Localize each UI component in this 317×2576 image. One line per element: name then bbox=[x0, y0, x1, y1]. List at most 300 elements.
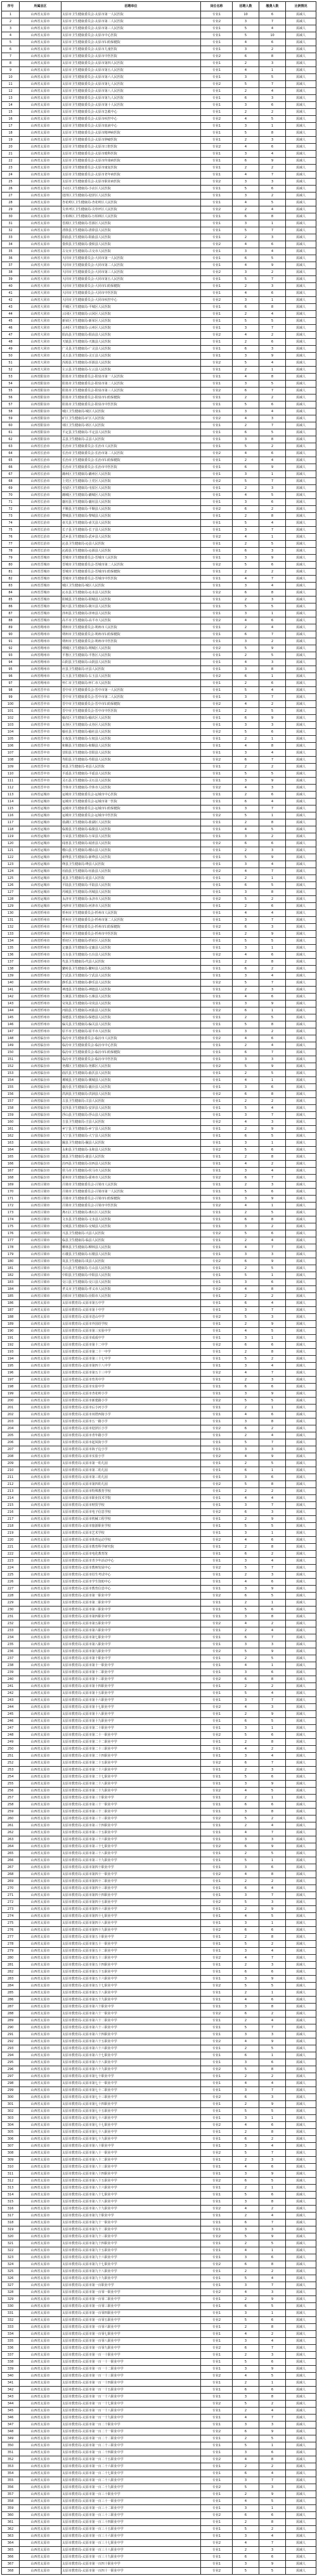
table-cell: 5 bbox=[233, 2108, 259, 2115]
table-row bbox=[2, 1809, 316, 1815]
table-cell: 4 bbox=[233, 994, 259, 1001]
table-cell: 6 bbox=[259, 2254, 286, 2261]
table-cell: 需减人 bbox=[286, 471, 316, 478]
table-cell: 需减人 bbox=[286, 1460, 316, 1467]
table-row bbox=[2, 645, 316, 652]
table-cell: 平陆县卫生健康局-平陆县人民医院 bbox=[61, 882, 201, 889]
table-cell: 2 bbox=[259, 1620, 286, 1627]
table-cell: 山西省临汾市 bbox=[20, 1154, 61, 1161]
table-cell: 山西省太原市 bbox=[20, 1822, 61, 1829]
table-row bbox=[2, 527, 316, 534]
table-cell: 需减人 bbox=[286, 199, 316, 206]
table-cell: 山西省太原市 bbox=[20, 1467, 61, 1474]
table-cell: 山西省吕梁市 bbox=[20, 1230, 61, 1237]
table-cell: 专业1 bbox=[201, 1822, 233, 1829]
table-cell: 需减人 bbox=[286, 1216, 316, 1223]
table-cell: 专业1 bbox=[201, 2533, 233, 2540]
table-cell: 176 bbox=[2, 1230, 20, 1237]
table-cell: 2 bbox=[259, 46, 286, 53]
table-cell: 山西省太原市 bbox=[20, 2073, 61, 2080]
table-row bbox=[2, 778, 316, 785]
table-cell: 9 bbox=[259, 715, 286, 722]
table-cell: 6 bbox=[259, 2164, 286, 2171]
table-cell: 需减人 bbox=[286, 1976, 316, 1983]
table-cell: 专业1 bbox=[201, 715, 233, 722]
table-cell: 65 bbox=[2, 457, 20, 464]
table-cell: 朔州市卫生健康委员会-朔州市中医医院 bbox=[61, 638, 201, 645]
table-cell: 专业2 bbox=[201, 81, 233, 88]
table-cell: 5 bbox=[259, 603, 286, 610]
table-cell: 需减人 bbox=[286, 1230, 316, 1237]
table-cell: 需减人 bbox=[286, 2366, 316, 2373]
table-cell: 曲沃县卫生健康局-曲沃县人民医院 bbox=[61, 1070, 201, 1077]
table-cell: 173 bbox=[2, 1209, 20, 1216]
table-cell: 需减人 bbox=[286, 1286, 316, 1293]
table-cell: 248 bbox=[2, 1732, 20, 1739]
table-cell: 55 bbox=[2, 388, 20, 395]
table-cell: 太原市卫生健康委员会-太原市第一人民医院 bbox=[61, 11, 201, 18]
table-cell: 2 bbox=[233, 875, 259, 882]
table-cell: 专业1 bbox=[201, 666, 233, 673]
table-cell: 太原市教育局-太原市第四十三职业中学 bbox=[61, 1885, 201, 1892]
table-cell: 3 bbox=[233, 583, 259, 590]
table-cell: 267 bbox=[2, 1864, 20, 1871]
table-cell: 山西省太原市 bbox=[20, 1878, 61, 1885]
table-cell: 195 bbox=[2, 1363, 20, 1370]
table-cell: 5 bbox=[233, 1439, 259, 1446]
table-row bbox=[2, 109, 316, 116]
table-cell: 垣曲县卫生健康局-垣曲县人民医院 bbox=[61, 868, 201, 875]
table-cell: 专业1 bbox=[201, 1223, 233, 1230]
table-row bbox=[2, 1509, 316, 1516]
table-cell: 专业1 bbox=[201, 436, 233, 443]
table-cell: 山西省太原市 bbox=[20, 2017, 61, 2024]
table-cell: 5 bbox=[233, 603, 259, 610]
table-cell: 偏关县卫生健康局-偏关县人民医院 bbox=[61, 1021, 201, 1028]
table-cell: 2 bbox=[233, 1600, 259, 1607]
table-cell: 需减人 bbox=[286, 1014, 316, 1021]
table-cell: 8 bbox=[259, 1934, 286, 1941]
table-cell: 4 bbox=[259, 2408, 286, 2415]
table-row bbox=[2, 2275, 316, 2282]
table-cell: 专业1 bbox=[201, 1279, 233, 1286]
table-cell: 太原市卫生健康委员会-太原市第六人民医院 bbox=[61, 74, 201, 81]
table-cell: 需减人 bbox=[286, 346, 316, 353]
table-cell: 7 bbox=[259, 980, 286, 987]
table-cell: 5 bbox=[259, 1718, 286, 1725]
table-cell: 5 bbox=[259, 318, 286, 325]
table-cell: 6 bbox=[233, 2345, 259, 2352]
table-cell: 需减人 bbox=[286, 1607, 316, 1613]
table-cell: 需减人 bbox=[286, 617, 316, 624]
table-cell: 山西省太原市 bbox=[20, 2129, 61, 2136]
table-cell: 专业1 bbox=[201, 1753, 233, 1760]
table-cell: 太原市教育局-太原市第一百零五职业中学 bbox=[61, 2317, 201, 2324]
table-cell: 需减人 bbox=[286, 2317, 316, 2324]
table-cell: 专业1 bbox=[201, 1098, 233, 1105]
table-cell: 山西省晋中市 bbox=[20, 687, 61, 694]
table-cell: 山西省太原市 bbox=[20, 1892, 61, 1899]
table-cell: 310 bbox=[2, 2164, 20, 2171]
table-cell: 山西省太原市 bbox=[20, 1969, 61, 1976]
table-cell: 小店区卫生健康局-小店区人民医院 bbox=[61, 186, 201, 193]
table-cell: 专业1 bbox=[201, 1391, 233, 1398]
table-cell: 8 bbox=[259, 666, 286, 673]
table-cell: 山西省太原市 bbox=[20, 2052, 61, 2059]
table-row bbox=[2, 2087, 316, 2094]
table-cell: 5 bbox=[259, 1788, 286, 1795]
table-row bbox=[2, 757, 316, 764]
table-cell: 4 bbox=[233, 2164, 259, 2171]
table-cell: 355 bbox=[2, 2477, 20, 2484]
table-cell: 6 bbox=[233, 2094, 259, 2101]
table-cell: 59 bbox=[2, 415, 20, 422]
table-cell: 专业2 bbox=[201, 2261, 233, 2268]
table-cell: 柳林县卫生健康局-柳林县人民医院 bbox=[61, 1244, 201, 1251]
table-cell: 专业2 bbox=[201, 360, 233, 367]
table-cell: 山西省太原市 bbox=[20, 1669, 61, 1676]
table-cell: 130 bbox=[2, 910, 20, 917]
table-cell: 山西省吕梁市 bbox=[20, 1272, 61, 1279]
table-cell: 离石区卫生健康局-离石区人民医院 bbox=[61, 1209, 201, 1216]
table-row bbox=[2, 464, 316, 471]
table-cell: 专业1 bbox=[201, 1544, 233, 1551]
table-cell: 需减人 bbox=[286, 220, 316, 227]
table-cell: 225 bbox=[2, 1572, 20, 1579]
table-cell: 8 bbox=[259, 1418, 286, 1425]
table-cell: 需减人 bbox=[286, 1056, 316, 1063]
header-cell: 招聘人数 bbox=[233, 2, 259, 11]
table-cell: 87 bbox=[2, 610, 20, 617]
table-cell: 237 bbox=[2, 1655, 20, 1662]
table-cell: 专业1 bbox=[201, 1809, 233, 1815]
table-cell: 山西省晋中市 bbox=[20, 722, 61, 729]
table-cell: 6 bbox=[233, 924, 259, 931]
table-cell: 需减人 bbox=[286, 1342, 316, 1349]
table-row bbox=[2, 652, 316, 659]
table-cell: 山西省太原市 bbox=[20, 2059, 61, 2066]
table-cell: 7 bbox=[259, 757, 286, 764]
table-cell: 5 bbox=[233, 25, 259, 32]
table-cell: 4 bbox=[233, 2080, 259, 2087]
table-cell: 太原市教育局-太原市第四十四职业中学 bbox=[61, 1892, 201, 1899]
table-row bbox=[2, 854, 316, 861]
table-cell: 8 bbox=[259, 304, 286, 311]
table-cell: 4 bbox=[233, 1203, 259, 1209]
table-cell: 山西省忻州市 bbox=[20, 1014, 61, 1021]
table-cell: 需减人 bbox=[286, 1544, 316, 1551]
table-row bbox=[2, 381, 316, 388]
table-cell: 需减人 bbox=[286, 2213, 316, 2219]
table-cell: 5 bbox=[259, 2240, 286, 2247]
table-cell: 专业1 bbox=[201, 193, 233, 199]
table-cell: 121 bbox=[2, 847, 20, 854]
table-row bbox=[2, 1732, 316, 1739]
table-cell: 山西省晋中市 bbox=[20, 764, 61, 771]
table-row bbox=[2, 506, 316, 513]
table-cell: 需减人 bbox=[286, 882, 316, 889]
table-cell: 太原市教育局-太原市第五十四职业中学 bbox=[61, 1962, 201, 1969]
table-cell: 太原市教育局-太原市第八十二职业中学 bbox=[61, 2157, 201, 2164]
table-cell: 古交市卫生健康局-古交市人民医院 bbox=[61, 248, 201, 255]
table-cell: 6 bbox=[259, 1537, 286, 1544]
table-cell: 山西省太原市 bbox=[20, 1481, 61, 1488]
table-row bbox=[2, 2011, 316, 2017]
table-row bbox=[2, 701, 316, 708]
table-cell: 9 bbox=[259, 2561, 286, 2568]
table-cell: 4 bbox=[233, 2498, 259, 2505]
table-cell: 山西省太原市 bbox=[20, 53, 61, 60]
table-cell: 山西省阳泉市 bbox=[20, 381, 61, 388]
table-cell: 368 bbox=[2, 2568, 20, 2575]
table-cell: 太原市卫生健康委员会-太原市第二人民医院 bbox=[61, 18, 201, 25]
table-row bbox=[2, 743, 316, 750]
table-row bbox=[2, 165, 316, 172]
table-cell: 专业1 bbox=[201, 2080, 233, 2087]
table-row bbox=[2, 1370, 316, 1377]
table-cell: 186 bbox=[2, 1300, 20, 1307]
table-cell: 太原市卫生健康委员会-太原市第八人民医院 bbox=[61, 88, 201, 95]
table-row bbox=[2, 792, 316, 799]
table-row bbox=[2, 67, 316, 74]
table-row bbox=[2, 583, 316, 590]
table-cell: 需减人 bbox=[286, 1384, 316, 1391]
table-cell: 3 bbox=[233, 74, 259, 81]
table-cell: 平鲁区卫生健康局-平鲁区人民医院 bbox=[61, 652, 201, 659]
table-cell: 山阴县卫生健康局-山阴县人民医院 bbox=[61, 659, 201, 666]
table-cell: 山西省太原市 bbox=[20, 2296, 61, 2303]
table-cell: 2 bbox=[259, 1878, 286, 1885]
table-row bbox=[2, 241, 316, 248]
table-cell: 311 bbox=[2, 2171, 20, 2178]
table-cell: 太原市教育局-太原市第十六职业中学 bbox=[61, 1697, 201, 1704]
table-row bbox=[2, 1537, 316, 1544]
table-cell: 专业2 bbox=[201, 18, 233, 25]
table-cell: 5 bbox=[233, 32, 259, 39]
table-cell: 需减人 bbox=[286, 186, 316, 193]
table-cell: 3 bbox=[259, 1119, 286, 1126]
table-cell: 2 bbox=[259, 1425, 286, 1432]
table-cell: 239 bbox=[2, 1669, 20, 1676]
table-cell: 1 bbox=[259, 875, 286, 882]
table-cell: 9 bbox=[259, 1063, 286, 1070]
header-cell: 比例情况 bbox=[286, 2, 316, 11]
table-cell: 5 bbox=[233, 401, 259, 408]
table-cell: 专业2 bbox=[201, 952, 233, 959]
table-row bbox=[2, 1377, 316, 1384]
table-cell: 234 bbox=[2, 1634, 20, 1641]
table-row bbox=[2, 562, 316, 569]
table-cell: 230 bbox=[2, 1607, 20, 1613]
table-cell: 3 bbox=[2, 25, 20, 32]
table-cell: 需减人 bbox=[286, 2066, 316, 2073]
table-cell: 晋中市卫生健康委员会-晋中市第一人民医院 bbox=[61, 687, 201, 694]
table-cell: 山西省长治市 bbox=[20, 457, 61, 464]
table-row bbox=[2, 1432, 316, 1439]
table-cell: 专业2 bbox=[201, 1676, 233, 1683]
table-cell: 2 bbox=[259, 2206, 286, 2213]
table-cell: 阳城县卫生健康局-阳城县人民医院 bbox=[61, 597, 201, 603]
table-cell: 运城市卫生健康委员会-运城市第一医院 bbox=[61, 799, 201, 805]
table-cell: 需减人 bbox=[286, 1251, 316, 1258]
table-row bbox=[2, 2115, 316, 2122]
table-cell: 专业1 bbox=[201, 2017, 233, 2024]
table-cell: 3 bbox=[233, 555, 259, 562]
table-cell: 需减人 bbox=[286, 2554, 316, 2561]
table-row bbox=[2, 1690, 316, 1697]
table-cell: 185 bbox=[2, 1293, 20, 1300]
table-cell: 2 bbox=[259, 1028, 286, 1035]
table-cell: 需减人 bbox=[286, 631, 316, 638]
table-cell: 148 bbox=[2, 1035, 20, 1042]
table-cell: 需减人 bbox=[286, 2401, 316, 2408]
table-cell: 40 bbox=[2, 283, 20, 290]
table-cell: 山西省忻州市 bbox=[20, 924, 61, 931]
table-cell: 188 bbox=[2, 1314, 20, 1321]
table-cell: 9 bbox=[259, 353, 286, 360]
table-cell: 2 bbox=[259, 109, 286, 116]
table-cell: 山西省太原市 bbox=[20, 1572, 61, 1579]
table-cell: 193 bbox=[2, 1349, 20, 1356]
table-cell: 1 bbox=[259, 1007, 286, 1014]
table-cell: 74 bbox=[2, 520, 20, 527]
table-cell: 220 bbox=[2, 1537, 20, 1544]
table-cell: 3 bbox=[259, 1314, 286, 1321]
table-cell: 需减人 bbox=[286, 1593, 316, 1600]
table-cell: 专业2 bbox=[201, 673, 233, 680]
header-cell: 缴费人数 bbox=[259, 2, 286, 11]
table-cell: 4 bbox=[233, 576, 259, 583]
table-cell: 9 bbox=[259, 2101, 286, 2108]
table-cell: 9 bbox=[259, 1126, 286, 1133]
table-cell: 专业1 bbox=[201, 1885, 233, 1892]
table-cell: 需减人 bbox=[286, 541, 316, 548]
table-row bbox=[2, 576, 316, 583]
table-cell: 山西省太原市 bbox=[20, 2031, 61, 2038]
table-cell: 需减人 bbox=[286, 2011, 316, 2017]
table-cell: 专业1 bbox=[201, 1321, 233, 1328]
table-cell: 山西省太原市 bbox=[20, 2038, 61, 2045]
table-cell: 山西省忻州市 bbox=[20, 1028, 61, 1035]
table-cell: 专业1 bbox=[201, 1516, 233, 1523]
table-cell: 3 bbox=[259, 1446, 286, 1453]
table-cell: 需减人 bbox=[286, 1739, 316, 1746]
table-cell: 山西省太原市 bbox=[20, 2408, 61, 2415]
table-cell: 2 bbox=[233, 2324, 259, 2331]
table-cell: 需减人 bbox=[286, 2024, 316, 2031]
table-cell: 6 bbox=[259, 401, 286, 408]
table-cell: 325 bbox=[2, 2268, 20, 2275]
table-cell: 5 bbox=[233, 186, 259, 193]
table-cell: 需减人 bbox=[286, 1523, 316, 1530]
table-cell: 需减人 bbox=[286, 290, 316, 297]
table-cell: 需减人 bbox=[286, 1119, 316, 1126]
table-cell: 专业1 bbox=[201, 2004, 233, 2011]
table-cell: 7 bbox=[259, 227, 286, 234]
table-row bbox=[2, 2289, 316, 2296]
table-cell: 2 bbox=[233, 422, 259, 429]
table-cell: 山西省太原市 bbox=[20, 1321, 61, 1328]
table-cell: 忻府区卫生健康局-忻府区人民医院 bbox=[61, 938, 201, 945]
table-cell: 潞州区卫生健康局-潞州区人民医院 bbox=[61, 471, 201, 478]
table-cell: 2 bbox=[233, 1349, 259, 1356]
table-cell: 大同市卫生健康委员会-大同市中医医院 bbox=[61, 290, 201, 297]
table-cell: 乡宁县卫生健康局-乡宁县人民医院 bbox=[61, 1126, 201, 1133]
table-cell: 需减人 bbox=[286, 137, 316, 144]
table-cell: 交城县卫生健康局-交城县人民医院 bbox=[61, 1223, 201, 1230]
table-cell: 专业1 bbox=[201, 2310, 233, 2317]
table-cell: 3 bbox=[259, 60, 286, 67]
table-cell: 山西省长治市 bbox=[20, 527, 61, 534]
table-cell: 8 bbox=[259, 1613, 286, 1620]
table-cell: 7 bbox=[259, 1502, 286, 1509]
table-cell: 太原市教育局-太原市第八职业中学 bbox=[61, 1641, 201, 1648]
table-cell: 需减人 bbox=[286, 1537, 316, 1544]
table-cell: 山西省太原市 bbox=[20, 1488, 61, 1495]
table-row bbox=[2, 1342, 316, 1349]
table-cell: 362 bbox=[2, 2526, 20, 2533]
table-cell: 需减人 bbox=[286, 1084, 316, 1091]
table-cell: 3 bbox=[233, 1140, 259, 1147]
table-cell: 需减人 bbox=[286, 708, 316, 715]
table-cell: 专业1 bbox=[201, 2498, 233, 2505]
table-cell: 运城市卫生健康委员会-运城市中医医院 bbox=[61, 812, 201, 819]
table-cell: 山西省晋中市 bbox=[20, 757, 61, 764]
table-cell: 7 bbox=[259, 1634, 286, 1641]
table-cell: 专业1 bbox=[201, 610, 233, 617]
table-cell: 专业2 bbox=[201, 2122, 233, 2129]
table-cell: 太原市教育局-太原市后小河小学 bbox=[61, 1405, 201, 1411]
table-cell: 221 bbox=[2, 1544, 20, 1551]
table-cell: 5 bbox=[259, 1265, 286, 1272]
table-cell: 286 bbox=[2, 1997, 20, 2004]
table-cell: 224 bbox=[2, 1565, 20, 1572]
table-cell: 忻州市卫生健康委员会-忻州市中医医院 bbox=[61, 931, 201, 938]
table-cell: 38 bbox=[2, 269, 20, 276]
table-row bbox=[2, 1565, 316, 1572]
table-cell: 山西省太原市 bbox=[20, 1976, 61, 1983]
table-cell: 山西省太原市 bbox=[20, 1781, 61, 1788]
table-row bbox=[2, 1955, 316, 1962]
table-cell: 太原市教育局-太原市第三职业中学 bbox=[61, 1607, 201, 1613]
table-cell: 2 bbox=[259, 1815, 286, 1822]
table-cell: 2 bbox=[233, 234, 259, 241]
table-cell: 专业1 bbox=[201, 1411, 233, 1418]
table-cell: 2 bbox=[233, 165, 259, 172]
table-cell: 专业1 bbox=[201, 1328, 233, 1335]
table-cell: 244 bbox=[2, 1704, 20, 1711]
table-row bbox=[2, 2268, 316, 2275]
table-cell: 2 bbox=[233, 1572, 259, 1579]
table-cell: 榆社县卫生健康局-榆社县人民医院 bbox=[61, 729, 201, 736]
table-cell: 2 bbox=[233, 541, 259, 548]
table-row bbox=[2, 541, 316, 548]
table-cell: 专业1 bbox=[201, 1446, 233, 1453]
table-cell: 6 bbox=[233, 1760, 259, 1767]
table-cell: 6 bbox=[233, 590, 259, 597]
table-cell: 山西省太原市 bbox=[20, 1809, 61, 1815]
table-cell: 太原市教育局-太原市第七职业中学 bbox=[61, 1634, 201, 1641]
table-cell: 山西省晋城市 bbox=[20, 597, 61, 603]
table-cell: 6 bbox=[259, 1579, 286, 1586]
table-cell: 专业1 bbox=[201, 576, 233, 583]
table-cell: 329 bbox=[2, 2296, 20, 2303]
table-cell: 需减人 bbox=[286, 2463, 316, 2470]
table-row bbox=[2, 2213, 316, 2219]
table-cell: 112 bbox=[2, 785, 20, 792]
table-cell: 山西省太原市 bbox=[20, 2004, 61, 2011]
table-cell: 太原市卫生健康委员会-太原市第四人民医院 bbox=[61, 60, 201, 67]
